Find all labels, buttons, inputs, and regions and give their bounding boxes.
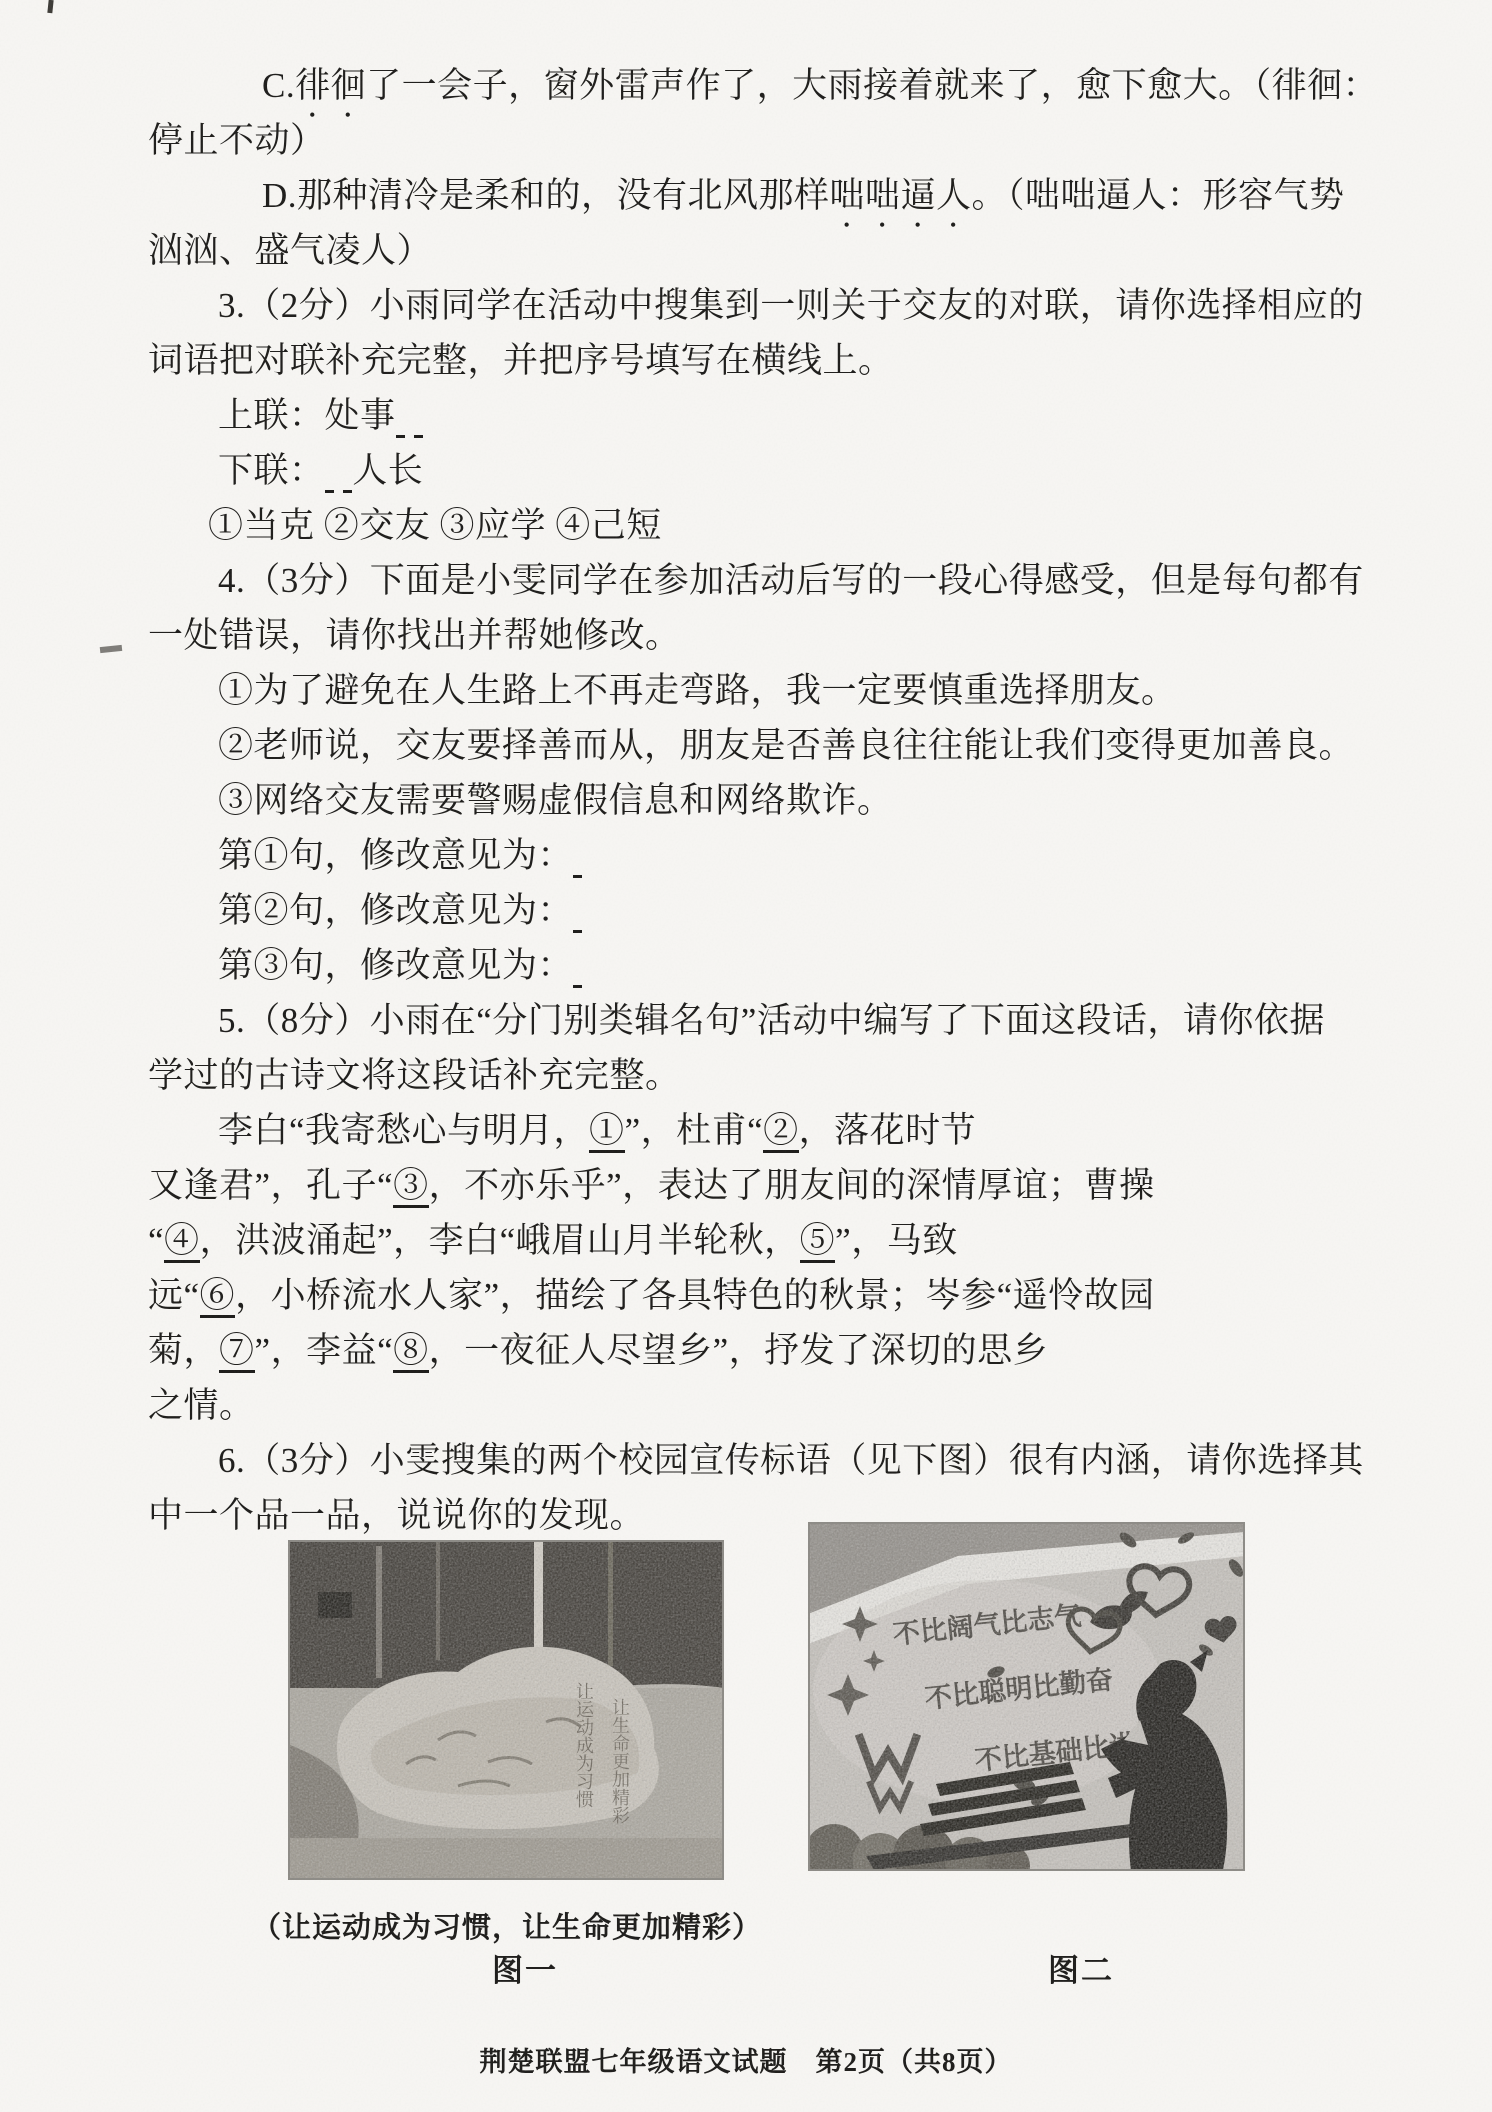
answer-blank-⑧: ⑧ — [393, 1331, 429, 1373]
text-segment: 3.（2分）小雨同学在活动中搜集到一则关于交友的对联，请你选择相应的 — [218, 286, 1364, 325]
text-line-14 — [148, 773, 1448, 828]
spacer — [430, 506, 439, 545]
text-line-24 — [148, 1323, 1448, 1378]
text-line-17 — [148, 938, 1448, 993]
text-segment: ①为了避免在人生路上不再走弯路，我一定要慎重选择朋友。 — [218, 671, 1177, 710]
text-lines — [148, 58, 1448, 1543]
text-line-2 — [148, 113, 1448, 168]
text-line-6 — [148, 333, 1448, 388]
figure-2-label: 图二 — [1048, 1953, 1114, 1988]
figure-1-caption: （让运动成为习惯，让生命更加精彩） — [252, 1912, 763, 1944]
text-segment: 5.（8分）小雨在“分门别类辑名句”活动中编写了下面这段话，请你依据 — [218, 1001, 1325, 1040]
text-segment: 远“ — [148, 1276, 200, 1315]
text-segment: ，小桥流水人家”，描绘了各具特色的秋景；岑参“遥怜故园 — [235, 1276, 1155, 1315]
emphasized-text: 徘徊 — [295, 66, 367, 105]
text-segment: ，洪波涌起”，李白“峨眉山月半轮秋， — [199, 1221, 800, 1260]
text-segment: 。（咄咄逼人：形容气势 — [971, 176, 1345, 215]
text-segment: ③应学 — [439, 506, 547, 545]
text-line-1 — [148, 58, 1448, 113]
answer-blank — [573, 946, 582, 988]
text-segment: ”，李益“ — [254, 1331, 394, 1370]
answer-blank-③: ③ — [393, 1166, 429, 1208]
text-segment: 又逢君”，孔子“ — [148, 1166, 394, 1205]
answer-blank-①: ① — [589, 1111, 625, 1153]
text-segment: ③网络交友需要警赐虚假信息和网络欺诈。 — [218, 781, 893, 820]
text-segment: 第③句，修改意见为： — [218, 946, 574, 985]
text-segment: C. — [262, 66, 296, 105]
text-segment: 上联：处事 — [218, 396, 396, 435]
text-segment: ②老师说，交友要择善而从，朋友是否善良往往能让我们变得更加善良。 — [218, 726, 1355, 765]
answer-blank — [343, 451, 352, 493]
text-segment: 4.（3分）下面是小雯同学在参加活动后写的一段心得感受，但是每句都有 — [218, 561, 1364, 600]
answer-blank-④: ④ — [164, 1221, 200, 1263]
text-line-27 — [148, 1488, 1448, 1543]
answer-blank — [573, 836, 582, 878]
text-segment: “ — [148, 1221, 165, 1260]
answer-blank-⑤: ⑤ — [800, 1221, 836, 1263]
text-line-23 — [148, 1268, 1448, 1323]
text-segment: ”，马致 — [835, 1221, 958, 1260]
text-segment: ①当克 — [208, 506, 315, 545]
figure-2-mural-photo — [808, 1522, 1245, 1871]
scan-artifact-mark — [100, 645, 123, 653]
spacer — [546, 506, 555, 545]
text-line-13 — [148, 718, 1448, 773]
text-segment: ”，杜甫“ — [624, 1111, 764, 1150]
figure-1-rock-photo — [288, 1540, 724, 1880]
text-line-4 — [148, 223, 1448, 278]
figure-1-label: 图一 — [492, 1953, 558, 1988]
text-segment: ②交友 — [323, 506, 431, 545]
text-line-5 — [148, 278, 1448, 333]
text-segment: 学过的古诗文将这段话补充完整。 — [148, 1056, 681, 1095]
answer-blank — [414, 396, 423, 438]
page-footer: 荆楚联盟七年级语文试题 第2页（共8页） — [479, 2047, 1013, 2077]
text-segment: ④己短 — [555, 506, 662, 545]
text-segment: 6.（3分）小雯搜集的两个校园宣传标语（见下图）很有内涵，请你选择其 — [218, 1441, 1364, 1480]
text-segment: 汹汹、盛气凌人） — [148, 231, 433, 270]
answer-blank-⑥: ⑥ — [200, 1276, 236, 1318]
emphasized-text: 咄咄逼人 — [829, 176, 972, 215]
text-line-22 — [148, 1213, 1448, 1268]
text-segment: 之情。 — [148, 1386, 255, 1425]
text-line-10 — [148, 553, 1448, 608]
photo-grain — [288, 1540, 724, 1880]
text-segment: 下联： — [218, 451, 325, 490]
answer-blank — [325, 451, 334, 493]
text-line-8 — [148, 443, 1448, 498]
text-line-16 — [148, 883, 1448, 938]
answer-blank-⑦: ⑦ — [219, 1331, 255, 1373]
text-line-3 — [148, 168, 1448, 223]
text-line-20 — [148, 1103, 1448, 1158]
text-segment: 中一个品一品，说说你的发现。 — [148, 1496, 646, 1535]
text-line-25 — [148, 1378, 1448, 1433]
text-segment: D.那种清冷是柔和的，没有北风那样 — [262, 176, 830, 215]
text-line-15 — [148, 828, 1448, 883]
answer-blank-②: ② — [763, 1111, 799, 1153]
text-line-21 — [148, 1158, 1448, 1213]
text-segment: 人长 — [352, 451, 424, 490]
text-line-26 — [148, 1433, 1448, 1488]
text-segment: 李白“我寄愁心与明月， — [218, 1111, 590, 1150]
text-line-19 — [148, 1048, 1448, 1103]
text-line-18 — [148, 993, 1448, 1048]
text-line-11 — [148, 608, 1448, 663]
text-segment: 菊， — [148, 1331, 220, 1370]
spacer — [405, 396, 414, 435]
spacer — [315, 506, 324, 545]
text-segment: 了一会子，窗外雷声作了，大雨接着就来了，愈下愈大。（徘徊： — [366, 66, 1379, 105]
text-segment: ，落花时节 — [798, 1111, 977, 1150]
text-line-12 — [148, 663, 1448, 718]
text-line-9 — [148, 498, 1448, 553]
answer-blank — [396, 396, 405, 438]
text-segment: ，不亦乐乎”，表达了朋友间的深情厚谊；曹操 — [428, 1166, 1155, 1205]
text-segment: ，一夜征人尽望乡”，抒发了深切的思乡 — [428, 1331, 1049, 1370]
text-segment: 词语把对联补充完整，并把序号填写在横线上。 — [148, 341, 894, 380]
text-segment: 第①句，修改意见为： — [218, 836, 574, 875]
text-segment: 停止不动） — [148, 121, 326, 160]
text-segment: 第②句，修改意见为： — [218, 891, 574, 930]
text-segment: 一处错误，请你找出并帮她修改。 — [148, 616, 681, 655]
scan-artifact-tick — [47, 0, 53, 13]
answer-blank — [573, 891, 582, 933]
spacer — [334, 451, 343, 490]
photo-grain — [808, 1522, 1245, 1871]
text-line-7 — [148, 388, 1448, 443]
